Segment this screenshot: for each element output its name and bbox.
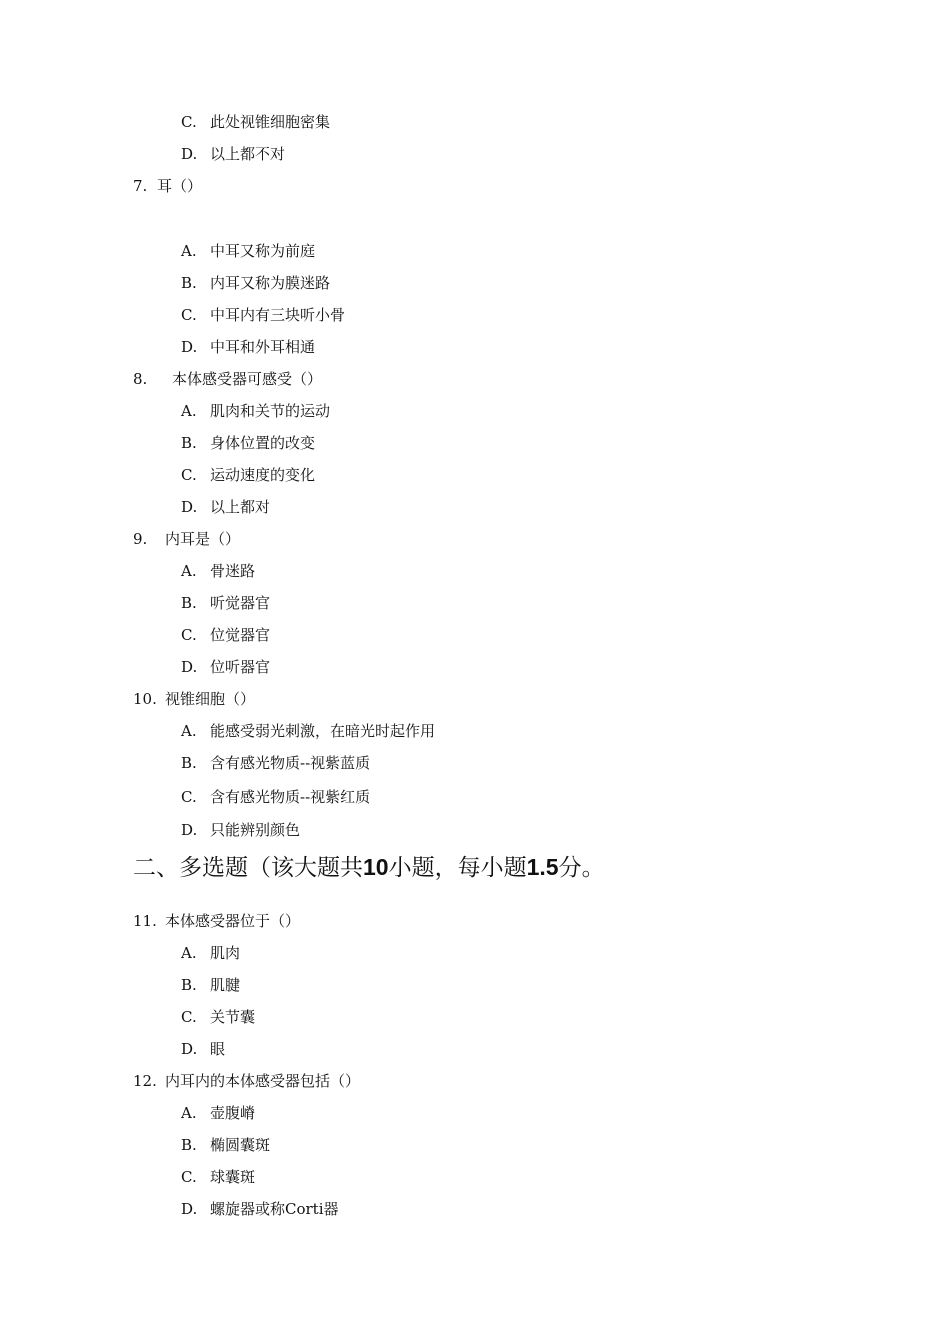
option-text: 以上都对 (210, 498, 271, 516)
q11-option-a (181, 943, 240, 963)
option-text: 球囊斑 (210, 1168, 256, 1186)
option-letter: B. (181, 434, 197, 452)
option-letter: D. (181, 498, 198, 516)
option-letter: C. (181, 626, 197, 644)
option-letter: C. (181, 1008, 197, 1026)
q8-option-c (181, 465, 315, 485)
q11-stem (133, 911, 300, 931)
option-text: 椭圆囊斑 (210, 1136, 271, 1154)
section-question-score: 1.5 (526, 854, 559, 880)
question-text: 内耳内的本体感受器包括（） (165, 1072, 361, 1090)
option-letter: D. (181, 338, 198, 356)
option-text: 身体位置的改变 (210, 434, 316, 452)
question-number: 9. (133, 530, 148, 548)
option-letter: B. (181, 754, 197, 772)
section-heading-middle: 小题，每小题 (388, 855, 527, 881)
option-letter: B. (181, 1136, 197, 1154)
q7-option-d (181, 337, 315, 357)
option-text: 运动速度的变化 (210, 466, 316, 484)
option-text: 位听器官 (210, 658, 271, 676)
q7-stem (133, 176, 202, 196)
q10-option-d (181, 820, 300, 840)
option-letter: A. (181, 242, 197, 260)
question-text: 本体感受器可感受（） (172, 370, 323, 388)
option-letter: C. (181, 1168, 197, 1186)
option-letter: D. (181, 658, 198, 676)
q12-stem (133, 1071, 360, 1091)
section-heading-prefix: 二、多选题（该大题共 (133, 855, 363, 881)
q6-option-d (181, 144, 285, 164)
option-letter: A. (181, 944, 197, 962)
q8-option-a (181, 401, 330, 421)
option-text: 中耳又称为前庭 (210, 242, 316, 260)
option-letter: D. (181, 145, 198, 163)
option-letter: C. (181, 466, 197, 484)
question-number: 8. (133, 370, 148, 388)
option-text: 位觉器官 (210, 626, 271, 644)
question-text: 本体感受器位于（） (165, 912, 301, 930)
option-letter: C. (181, 788, 197, 806)
question-number: 7. (133, 177, 148, 195)
q9-option-a (181, 561, 255, 581)
q11-option-b (181, 975, 240, 995)
option-letter: B. (181, 274, 197, 292)
option-text: 肌肉 (210, 944, 241, 962)
q10-option-c (181, 787, 370, 807)
question-number: 11. (133, 912, 157, 930)
q9-stem (133, 529, 240, 549)
q7-option-c (181, 305, 345, 325)
option-text: 含有感光物质--视紫红质 (210, 788, 371, 806)
q9-option-d (181, 657, 270, 677)
question-text: 耳（） (157, 177, 203, 195)
q6-option-c (181, 112, 330, 132)
option-text: 中耳内有三块听小骨 (210, 306, 346, 324)
option-text: 眼 (210, 1040, 226, 1058)
q8-option-d (181, 497, 270, 517)
option-text: 骨迷路 (210, 562, 256, 580)
question-text: 视锥细胞（） (165, 690, 256, 708)
q7-option-a (181, 241, 315, 261)
option-letter: A. (181, 402, 197, 420)
option-text: 能感受弱光刺激，在暗光时起作用 (210, 722, 436, 740)
q9-option-b (181, 593, 270, 613)
question-number: 10. (133, 690, 157, 708)
option-text: 听觉器官 (210, 594, 271, 612)
question-number: 12. (133, 1072, 157, 1090)
q10-option-a (181, 721, 435, 741)
option-letter: C. (181, 306, 197, 324)
option-letter: D. (181, 821, 198, 839)
option-text: 关节囊 (210, 1008, 256, 1026)
option-letter: B. (181, 976, 197, 994)
option-text: 内耳又称为膜迷路 (210, 274, 331, 292)
option-text: 此处视锥细胞密集 (210, 113, 331, 131)
q10-option-b (181, 753, 370, 773)
option-text: 螺旋器或称Corti器 (210, 1200, 339, 1218)
option-letter: A. (181, 1104, 197, 1122)
option-text: 中耳和外耳相通 (210, 338, 316, 356)
q11-option-d (181, 1039, 225, 1059)
option-text: 肌腱 (210, 976, 241, 994)
option-letter: C. (181, 113, 197, 131)
option-letter: A. (181, 722, 197, 740)
option-text: 以上都不对 (210, 145, 286, 163)
q10-stem (133, 689, 255, 709)
section-heading-suffix: 分。 (558, 855, 605, 881)
option-text: 只能辨别颜色 (210, 821, 301, 839)
q12-option-a (181, 1103, 255, 1123)
section-question-count: 10 (363, 854, 389, 880)
q12-option-b (181, 1135, 270, 1155)
q8-option-b (181, 433, 315, 453)
q7-option-b (181, 273, 330, 293)
question-text: 内耳是（） (165, 530, 241, 548)
q11-option-c (181, 1007, 255, 1027)
q12-option-d (181, 1199, 339, 1219)
option-letter: B. (181, 594, 197, 612)
option-letter: D. (181, 1040, 198, 1058)
q8-stem (133, 369, 322, 389)
option-letter: A. (181, 562, 197, 580)
q9-option-c (181, 625, 270, 645)
q12-option-c (181, 1167, 255, 1187)
option-text: 壶腹嵴 (210, 1104, 256, 1122)
option-letter: D. (181, 1200, 198, 1218)
option-text: 含有感光物质--视紫蓝质 (210, 754, 371, 772)
section-heading-multiple-choice (133, 851, 605, 884)
option-text: 肌肉和关节的运动 (210, 402, 331, 420)
